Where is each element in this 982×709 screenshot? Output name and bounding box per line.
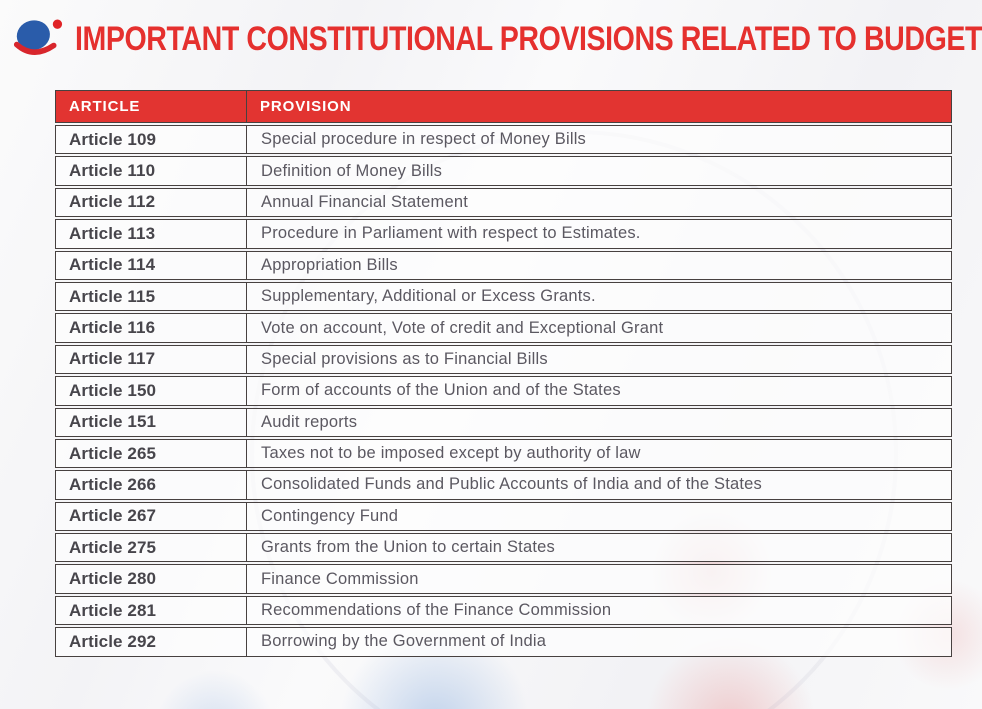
provision-cell: Grants from the Union to certain States (246, 533, 952, 562)
table-row (55, 156, 952, 185)
article-cell: Article 292 (55, 627, 246, 656)
provision-cell: Recommendations of the Finance Commission (246, 596, 952, 625)
article-cell: Article 116 (55, 313, 246, 342)
provision-cell: Supplementary, Additional or Excess Grants. (246, 282, 952, 311)
provision-cell: Audit reports (246, 408, 952, 437)
provision-cell: Procedure in Parliament with respect to Estimates. (246, 219, 952, 248)
column-header-article: ARTICLE (55, 90, 246, 123)
table-row (55, 313, 952, 342)
page-title: IMPORTANT CONSTITUTIONAL PROVISIONS RELATED TO BUDGET (75, 19, 982, 58)
table-row (55, 627, 952, 656)
article-cell: Article 109 (55, 125, 246, 154)
table-row (55, 345, 952, 374)
article-cell: Article 114 (55, 251, 246, 280)
table-row (55, 470, 952, 499)
table-row (55, 408, 952, 437)
provision-cell: Borrowing by the Government of India (246, 627, 952, 656)
article-cell: Article 280 (55, 564, 246, 593)
provision-cell: Appropriation Bills (246, 251, 952, 280)
article-cell: Article 150 (55, 376, 246, 405)
article-cell: Article 115 (55, 282, 246, 311)
page-header (10, 10, 982, 68)
table-row (55, 125, 952, 154)
article-cell: Article 267 (55, 502, 246, 531)
article-cell: Article 117 (55, 345, 246, 374)
provision-cell: Definition of Money Bills (246, 156, 952, 185)
provision-cell: Consolidated Funds and Public Accounts of India and of the States (246, 470, 952, 499)
article-cell: Article 110 (55, 156, 246, 185)
provision-cell: Form of accounts of the Union and of the States (246, 376, 952, 405)
provision-cell: Special procedure in respect of Money Bills (246, 125, 952, 154)
table-row (55, 564, 952, 593)
article-cell: Article 151 (55, 408, 246, 437)
provision-cell: Taxes not to be imposed except by authority of law (246, 439, 952, 468)
table-header-row (55, 90, 952, 123)
table-body (55, 125, 952, 657)
table-row (55, 439, 952, 468)
table-row (55, 376, 952, 405)
provision-cell: Vote on account, Vote of credit and Exceptional Grant (246, 313, 952, 342)
article-cell: Article 113 (55, 219, 246, 248)
article-cell: Article 265 (55, 439, 246, 468)
article-cell: Article 281 (55, 596, 246, 625)
provision-cell: Contingency Fund (246, 502, 952, 531)
table-row (55, 282, 952, 311)
table-row (55, 188, 952, 217)
provision-cell: Finance Commission (246, 564, 952, 593)
article-cell: Article 275 (55, 533, 246, 562)
table-row (55, 596, 952, 625)
provision-cell: Special provisions as to Financial Bills (246, 345, 952, 374)
brand-swirl-logo-icon (10, 14, 66, 64)
table-row (55, 533, 952, 562)
table-row (55, 219, 952, 248)
article-cell: Article 112 (55, 188, 246, 217)
table-row (55, 502, 952, 531)
provisions-table (55, 88, 952, 659)
table-row (55, 251, 952, 280)
article-cell: Article 266 (55, 470, 246, 499)
column-header-provision: PROVISION (246, 90, 952, 123)
provision-cell: Annual Financial Statement (246, 188, 952, 217)
